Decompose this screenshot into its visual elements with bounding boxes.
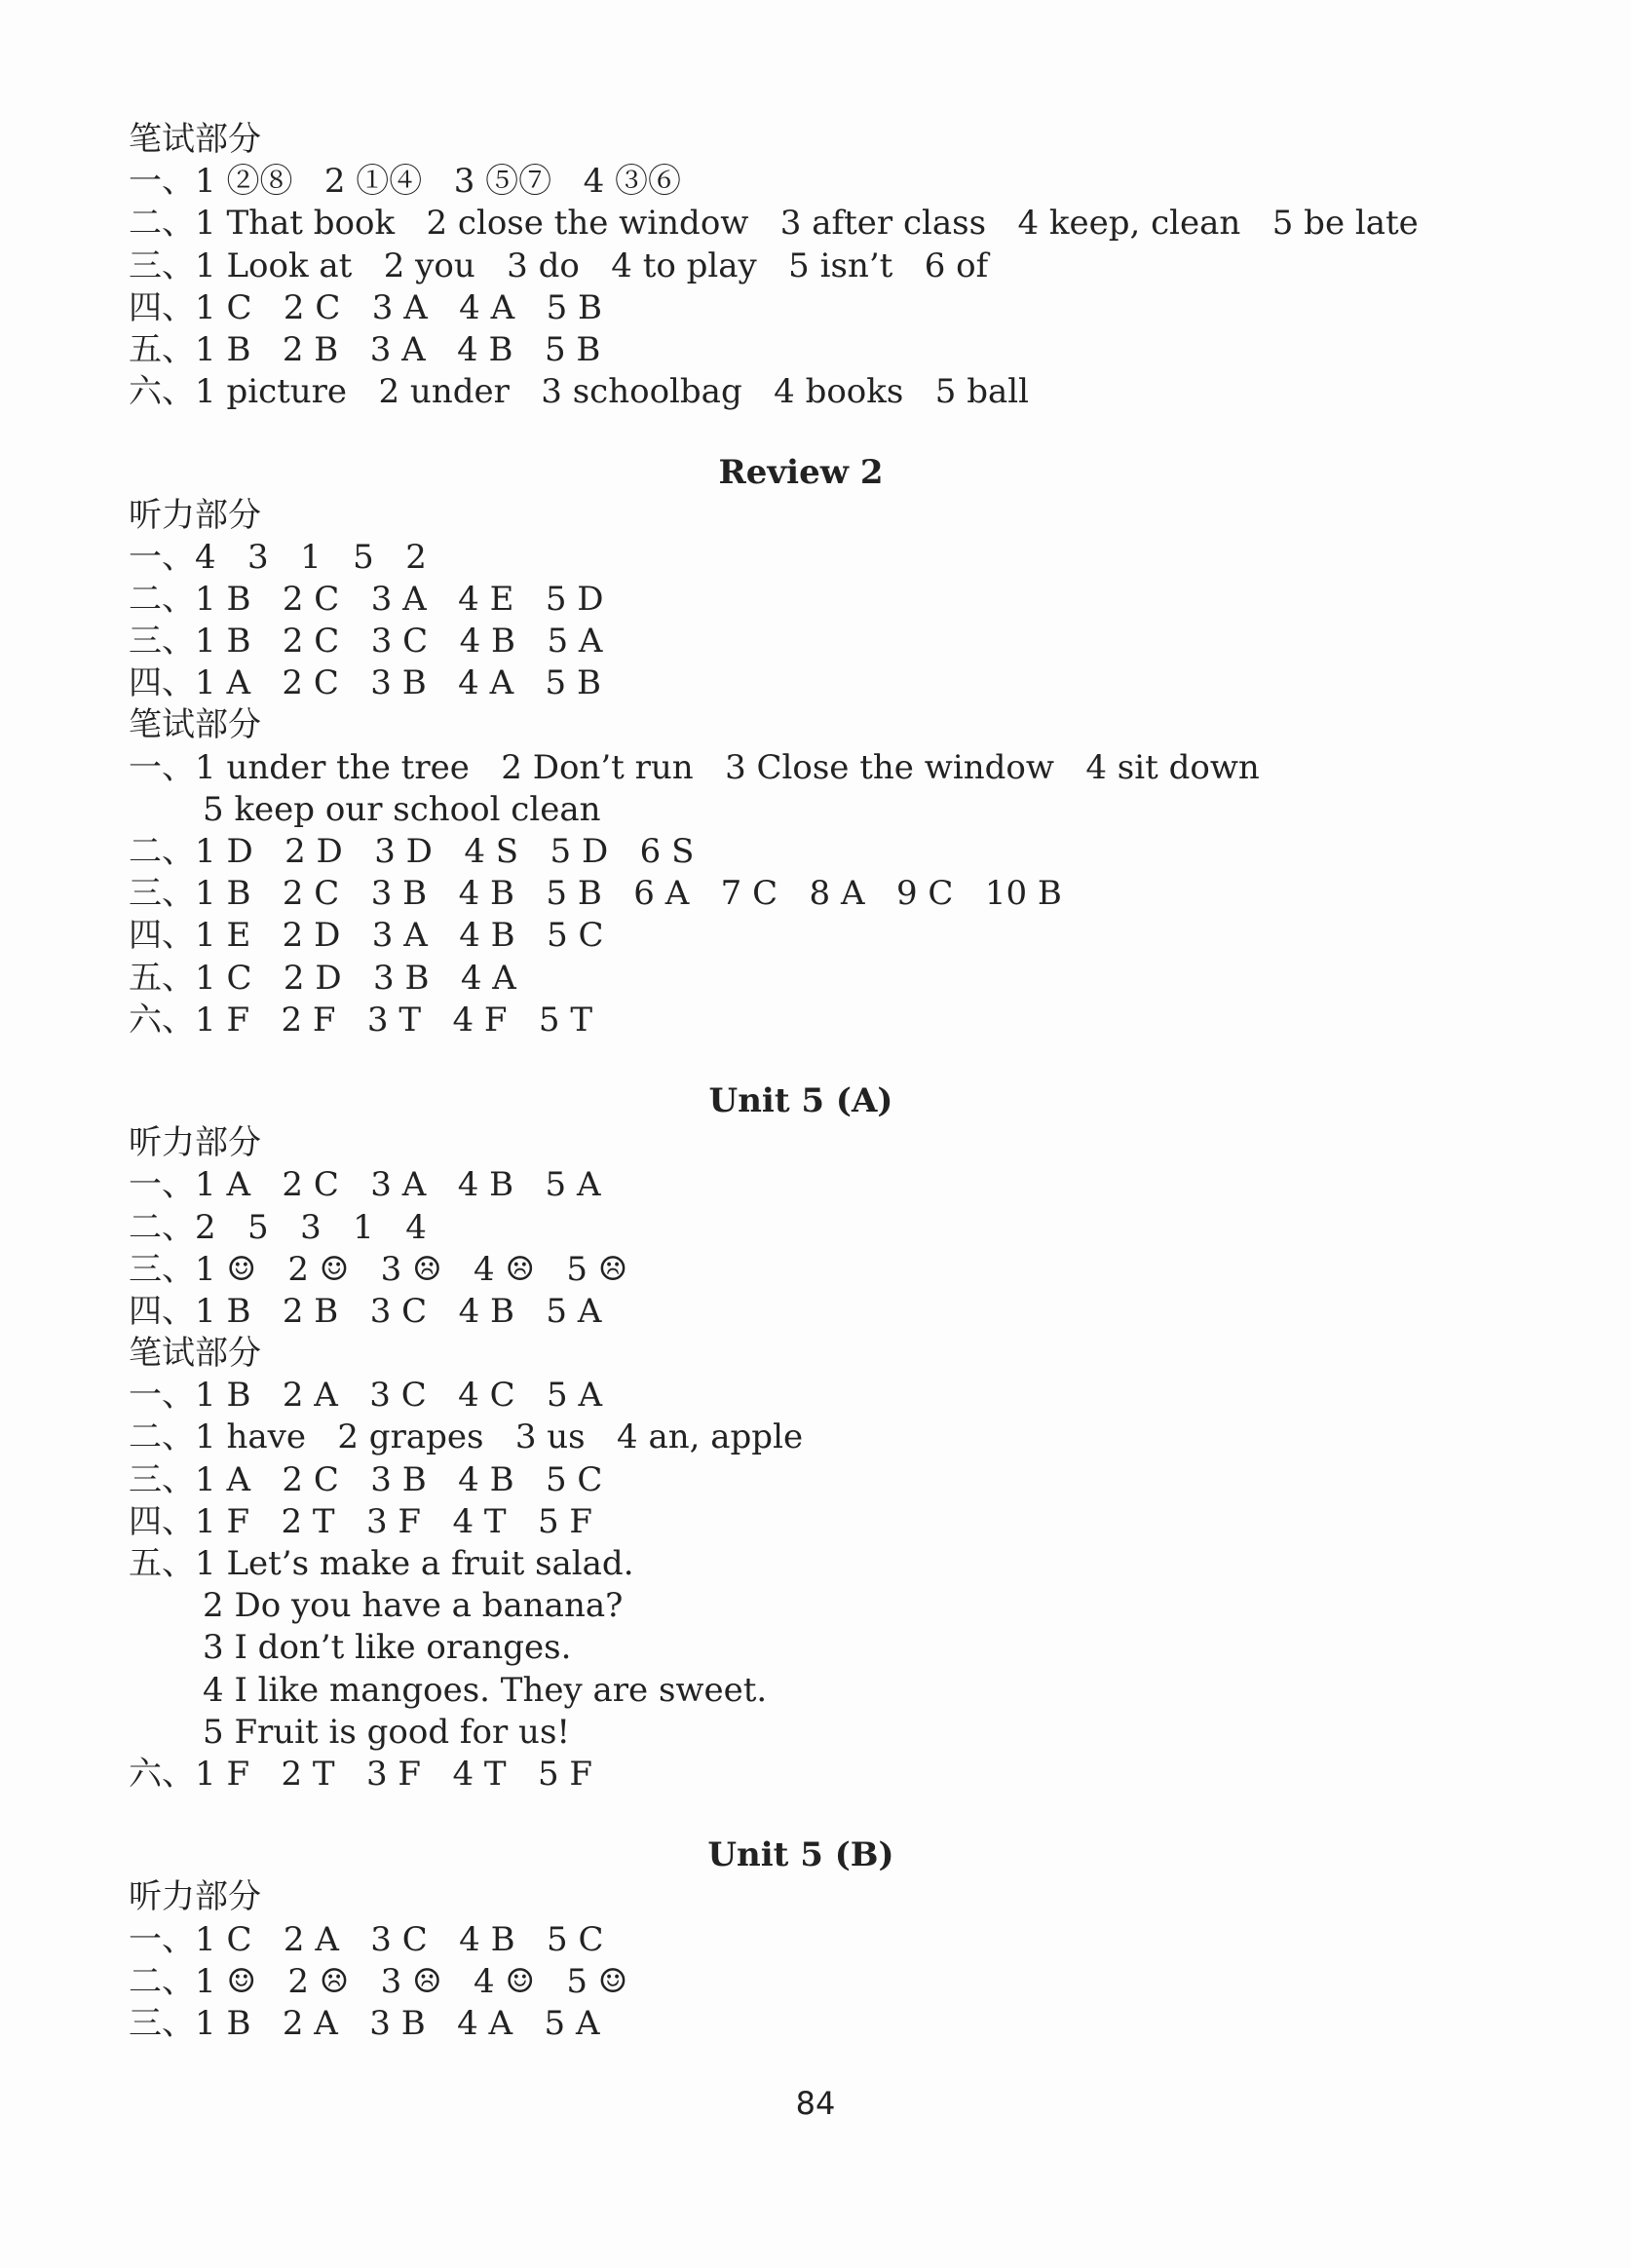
answer-line: 一、4 3 1 5 2 bbox=[129, 537, 427, 577]
answer-line: 四、1 F 2 T 3 F 4 T 5 F bbox=[129, 1501, 593, 1541]
answer-line: 一、1 ②⑧ 2 ①④ 3 ⑤⑦ 4 ③⑥ bbox=[129, 162, 682, 202]
answer-line: 三、1 B 2 C 3 C 4 B 5 A bbox=[129, 622, 603, 662]
answer-line: 六、1 F 2 T 3 F 4 T 5 F bbox=[129, 1754, 593, 1794]
answer-line: 二、1 D 2 D 3 D 4 S 5 D 6 S bbox=[129, 832, 695, 871]
answer-line: 一、1 under the tree 2 Don’t run 3 Close the window 4 sit down bbox=[129, 747, 1260, 787]
answer-section bbox=[129, 1041, 1631, 1796]
answer-line: 5 Fruit is good for us! bbox=[203, 1712, 571, 1752]
answer-line: 二、1 That book 2 close the window 3 after class 4 keep, clean 5 be late bbox=[129, 204, 1419, 244]
answer-line: 3 I don’t like oranges. bbox=[203, 1628, 572, 1668]
part-label: 笔试部分 bbox=[129, 705, 261, 745]
answer-line: 一、1 A 2 C 3 A 4 B 5 A bbox=[129, 1165, 601, 1205]
answer-line: 4 I like mangoes. They are sweet. bbox=[203, 1670, 768, 1710]
answer-line: 六、1 picture 2 under 3 schoolbag 4 books 5 ball bbox=[129, 372, 1029, 412]
section-heading: Review 2 bbox=[718, 453, 884, 493]
answer-line: 五、1 C 2 D 3 B 4 A bbox=[129, 958, 516, 998]
answer-line: 四、1 C 2 C 3 A 4 A 5 B bbox=[129, 287, 603, 327]
answer-line: 一、1 B 2 A 3 C 4 C 5 A bbox=[129, 1376, 603, 1416]
answer-section bbox=[129, 413, 1631, 1041]
answer-content bbox=[129, 119, 1631, 2045]
answer-line: 三、1 Look at 2 you 3 do 4 to play 5 isn’t 6 of bbox=[129, 246, 989, 285]
answer-line: 三、1 B 2 C 3 B 4 B 5 B 6 A 7 C 8 A 9 C 10 B bbox=[129, 874, 1062, 914]
answer-section bbox=[129, 119, 1631, 413]
answer-line: 五、1 Let’s make a fruit salad. bbox=[129, 1544, 634, 1583]
part-label: 听力部分 bbox=[129, 1123, 261, 1163]
answer-line: 四、1 A 2 C 3 B 4 A 5 B bbox=[129, 663, 601, 703]
answer-line: 三、1 ☺ 2 ☺ 3 ☹ 4 ☹ 5 ☹ bbox=[129, 1249, 628, 1289]
part-label: 笔试部分 bbox=[129, 1334, 261, 1374]
section-heading: Unit 5 (B) bbox=[707, 1835, 894, 1875]
answer-line: 一、1 C 2 A 3 C 4 B 5 C bbox=[129, 1919, 604, 1959]
answer-line: 六、1 F 2 F 3 T 4 F 5 T bbox=[129, 1000, 593, 1040]
answer-line: 二、2 5 3 1 4 bbox=[129, 1207, 427, 1247]
answer-line: 二、1 B 2 C 3 A 4 E 5 D bbox=[129, 579, 604, 619]
answer-line: 2 Do you have a banana? bbox=[203, 1586, 624, 1626]
part-label: 笔试部分 bbox=[129, 120, 261, 159]
answer-line: 二、1 ☺ 2 ☹ 3 ☹ 4 ☺ 5 ☺ bbox=[129, 1961, 628, 2001]
section-heading: Unit 5 (A) bbox=[708, 1080, 893, 1120]
page-number: 84 bbox=[795, 2085, 836, 2122]
answer-line: 三、1 B 2 A 3 B 4 A 5 A bbox=[129, 2003, 600, 2043]
answer-line: 五、1 B 2 B 3 A 4 B 5 B bbox=[129, 329, 601, 369]
answer-section bbox=[129, 1796, 1631, 2045]
answer-line: 二、1 have 2 grapes 3 us 4 an, apple bbox=[129, 1418, 804, 1457]
answer-line: 5 keep our school clean bbox=[203, 789, 601, 829]
answer-line: 四、1 B 2 B 3 C 4 B 5 A bbox=[129, 1291, 602, 1331]
part-label: 听力部分 bbox=[129, 495, 261, 535]
answer-line: 四、1 E 2 D 3 A 4 B 5 C bbox=[129, 916, 604, 956]
part-label: 听力部分 bbox=[129, 1877, 261, 1917]
answer-line: 三、1 A 2 C 3 B 4 B 5 C bbox=[129, 1459, 603, 1499]
